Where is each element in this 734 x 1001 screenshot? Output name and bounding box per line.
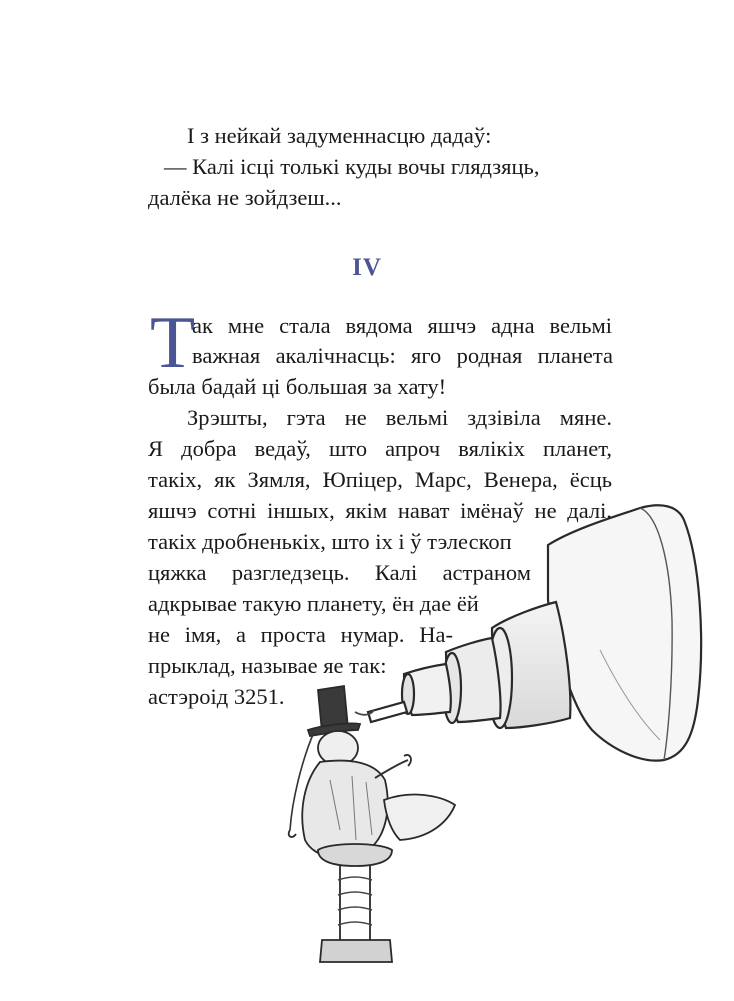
drop-cap: Т [150, 302, 196, 384]
text-line: не імя, а проста нумар. На- [148, 622, 453, 647]
text-line: адкрывае такую планету, ён дае ёй [148, 591, 479, 616]
text-line: — Калі ісці толькі куды вочы глядзяць, [164, 154, 540, 179]
text-line: І з нейкай задуменнасцю дадаў: [187, 123, 492, 148]
text-line: астэроід 3251. [148, 684, 285, 709]
text-line: важная акалічнасць: яго родная планета [192, 343, 613, 368]
chapter-title: IV [352, 254, 382, 281]
text-line: Зрэшты, гэта не вельмі здзівіла мяне. [187, 405, 612, 430]
text-line: цяжка разгледзець. Калі астраном [148, 560, 531, 585]
text-line: яшчэ сотні іншых, якім нават імёнаў не далі, [148, 498, 612, 523]
text-line: далёка не зойдзеш... [148, 185, 342, 210]
text-line: ак мне стала вядома яшчэ адна вельмі [192, 313, 612, 338]
text-line: такіх дробненькіх, што іх і ў тэлескоп [148, 529, 512, 554]
text-line: прыклад, называе яе так: [148, 653, 387, 678]
telescope [368, 505, 701, 760]
text-line: Я добра ведаў, што апроч вялікіх планет, [148, 436, 612, 461]
little-prince-figure [289, 686, 455, 962]
text-line: такіх, як Зямля, Юпіцер, Марс, Венера, ёсць [148, 467, 612, 492]
text-line: была бадай ці большая за хату! [148, 374, 447, 399]
